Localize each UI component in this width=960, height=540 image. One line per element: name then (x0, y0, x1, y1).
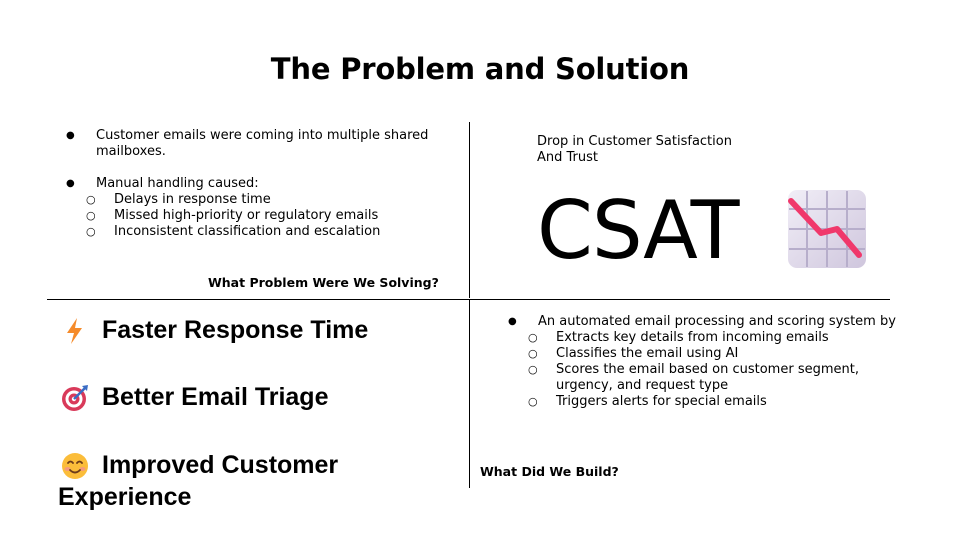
problem-sub-2: ○ Missed high-priority or regulatory emails (66, 208, 456, 224)
solution-sub-2: ○ Classifies the email using AI (508, 346, 928, 362)
csat-caption (537, 134, 732, 166)
problem-list (66, 128, 456, 240)
problem-bullet-1: ● Customer emails were coming into multiple shared mailboxes. (66, 128, 456, 160)
outcome-text-3: Improved Customer Experience (58, 451, 339, 512)
csat-caption-line-1: Drop in Customer Satisfaction (537, 134, 732, 149)
outcome-item-3 (58, 449, 398, 513)
slide-title: The Problem and Solution (270, 52, 690, 86)
lightning-icon (60, 316, 90, 346)
solution-sub-1: ○ Extracts key details from incoming emails (508, 330, 928, 346)
chart-decreasing-icon (787, 189, 867, 269)
solution-label: What Did We Build? (480, 464, 619, 479)
solution-sub-4: ○ Triggers alerts for special emails (508, 394, 928, 410)
solution-list (508, 314, 928, 410)
solution-sub-3: ○ Scores the email based on customer segment, urgency, and request type (508, 362, 886, 394)
csat-caption-line-2: And Trust (537, 150, 599, 165)
horizontal-divider (47, 299, 890, 300)
target-icon (60, 383, 90, 413)
csat-heading: CSAT (537, 184, 739, 277)
outcome-text-2: Better Email Triage (102, 383, 329, 411)
outcome-item-1 (60, 314, 368, 346)
vertical-divider-bottom (469, 300, 470, 488)
vertical-divider-top (469, 122, 470, 298)
outcome-text-1: Faster Response Time (102, 316, 369, 344)
problem-sub-1: ○ Delays in response time (66, 192, 456, 208)
solution-bullet: ● An automated email processing and scoring system by (508, 314, 928, 330)
outcome-item-2 (60, 381, 328, 413)
smiling-face-icon (60, 451, 90, 481)
problem-bullet-2: ● Manual handling caused: (66, 176, 456, 192)
problem-label: What Problem Were We Solving? (208, 275, 439, 290)
problem-sub-3: ○ Inconsistent classification and escalation (66, 224, 456, 240)
